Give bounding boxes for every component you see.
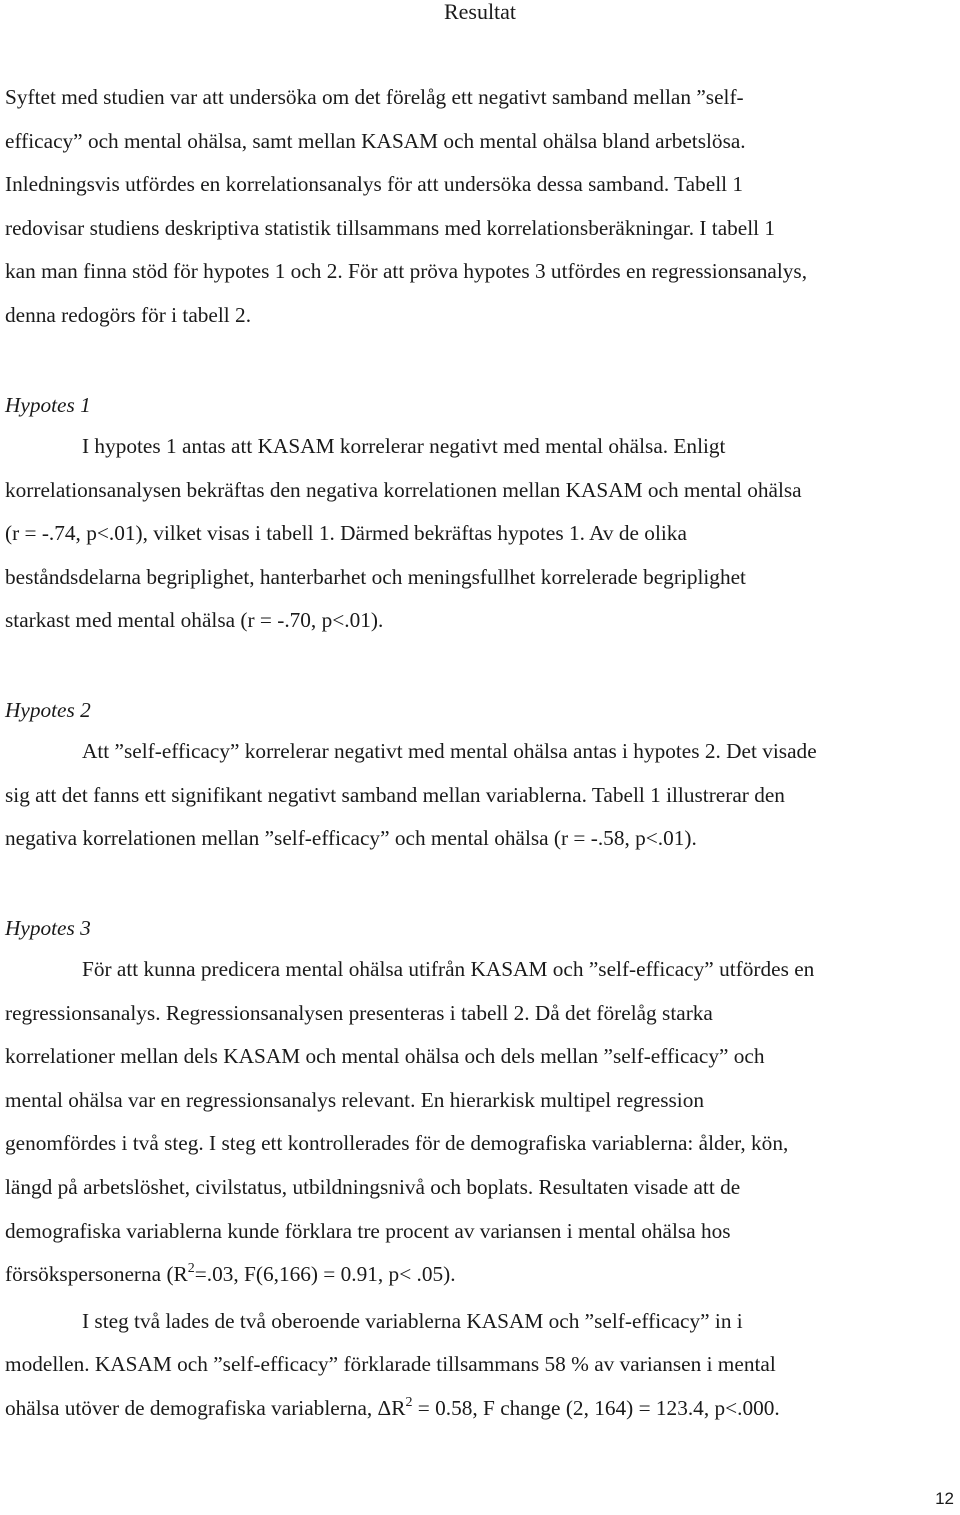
- text-line: korrelationer mellan dels KASAM och mental ohälsa och dels mellan ”self-efficacy” och: [5, 1044, 765, 1069]
- page-number: 12: [935, 1489, 954, 1508]
- hypothesis-1-paragraph: [5, 425, 955, 643]
- text-line: Syftet med studien var att undersöka om det förelåg ett negativt samband mellan ”self-: [5, 85, 744, 109]
- text-line: Att ”self-efficacy” korrelerar negativt med mental ohälsa antas i hypotes 2. Det visade: [82, 739, 817, 763]
- text-fragment: ohälsa utöver de demografiska variablerna, ΔR: [5, 1395, 406, 1420]
- text-line: [5, 1253, 955, 1300]
- text-line: efficacy” och mental ohälsa, samt mellan KASAM och mental ohälsa bland arbetslösa.: [5, 128, 746, 153]
- text-line: regressionsanalys. Regressionsanalysen presenteras i tabell 2. Då det förelåg starka: [5, 1000, 713, 1025]
- superscript: 2: [187, 1261, 195, 1277]
- text-line: negativa korrelationen mellan ”self-efficacy” och mental ohälsa (r = -.58, p<.01).: [5, 826, 697, 851]
- text-line: modellen. KASAM och ”self-efficacy” förklarade tillsammans 58 % av variansen i mental: [5, 1352, 776, 1377]
- text-line: Inledningsvis utfördes en korrelationsanalys för att undersöka dessa samband. Tabell 1: [5, 172, 743, 197]
- text-line: demografiska variablerna kunde förklara tre procent av variansen i mental ohälsa hos: [5, 1218, 731, 1243]
- text-line: I hypotes 1 antas att KASAM korrelerar negativt med mental ohälsa. Enligt: [82, 434, 726, 458]
- superscript: 2: [405, 1394, 413, 1410]
- text-line: beståndsdelarna begriplighet, hanterbarhet och meningsfullhet korrelerade begriplighet: [5, 564, 746, 589]
- hypothesis-2-paragraph: [5, 730, 955, 861]
- text-fragment: försökspersonerna (R: [5, 1262, 188, 1287]
- text-line: genomfördes i två steg. I steg ett kontrollerades för de demografiska variablerna: ålder, kön,: [5, 1131, 789, 1156]
- section-title: Resultat: [443, 0, 517, 24]
- text-line: mental ohälsa var en regressionsanalys relevant. En hierarkisk multipel regression: [5, 1087, 705, 1112]
- text-line: I steg två lades de två oberoende variablerna KASAM och ”self-efficacy” in i: [82, 1308, 743, 1333]
- hypothesis-3-paragraph: [5, 948, 955, 1434]
- intro-paragraph: [5, 76, 955, 338]
- text-fragment: =.03, F(6,166) = 0.91, p< .05).: [194, 1262, 456, 1287]
- text-line: [5, 1387, 955, 1434]
- hypothesis-1-heading: Hypotes 1: [5, 393, 91, 417]
- text-line: sig att det fanns ett signifikant negativt samband mellan variablerna. Tabell 1 illustrerar den: [5, 782, 785, 807]
- text-line: kan man finna stöd för hypotes 1 och 2. För att pröva hypotes 3 utfördes en regressionsanalys,: [5, 259, 808, 284]
- text-line: längd på arbetslöshet, civilstatus, utbildningsnivå och boplats. Resultaten visade att de: [5, 1174, 741, 1199]
- text-line: starkast med mental ohälsa (r = -.70, p<.01).: [5, 608, 384, 633]
- hypothesis-3-heading: Hypotes 3: [5, 916, 91, 940]
- hypothesis-2-heading: Hypotes 2: [5, 698, 91, 722]
- text-line: (r = -.74, p<.01), vilket visas i tabell 1. Därmed bekräftas hypotes 1. Av de olika: [5, 521, 687, 546]
- text-line: redovisar studiens deskriptiva statistik tillsammans med korrelationsberäkningar. I tabell 1: [5, 215, 776, 240]
- text-fragment: = 0.58, F change (2, 164) = 123.4, p<.000.: [412, 1395, 780, 1420]
- text-line: denna redogörs för i tabell 2.: [5, 302, 252, 327]
- text-line: korrelationsanalysen bekräftas den negativa korrelationen mellan KASAM och mental ohälsa: [5, 477, 802, 502]
- text-line: För att kunna predicera mental ohälsa utifrån KASAM och ”self-efficacy” utfördes en: [82, 957, 815, 981]
